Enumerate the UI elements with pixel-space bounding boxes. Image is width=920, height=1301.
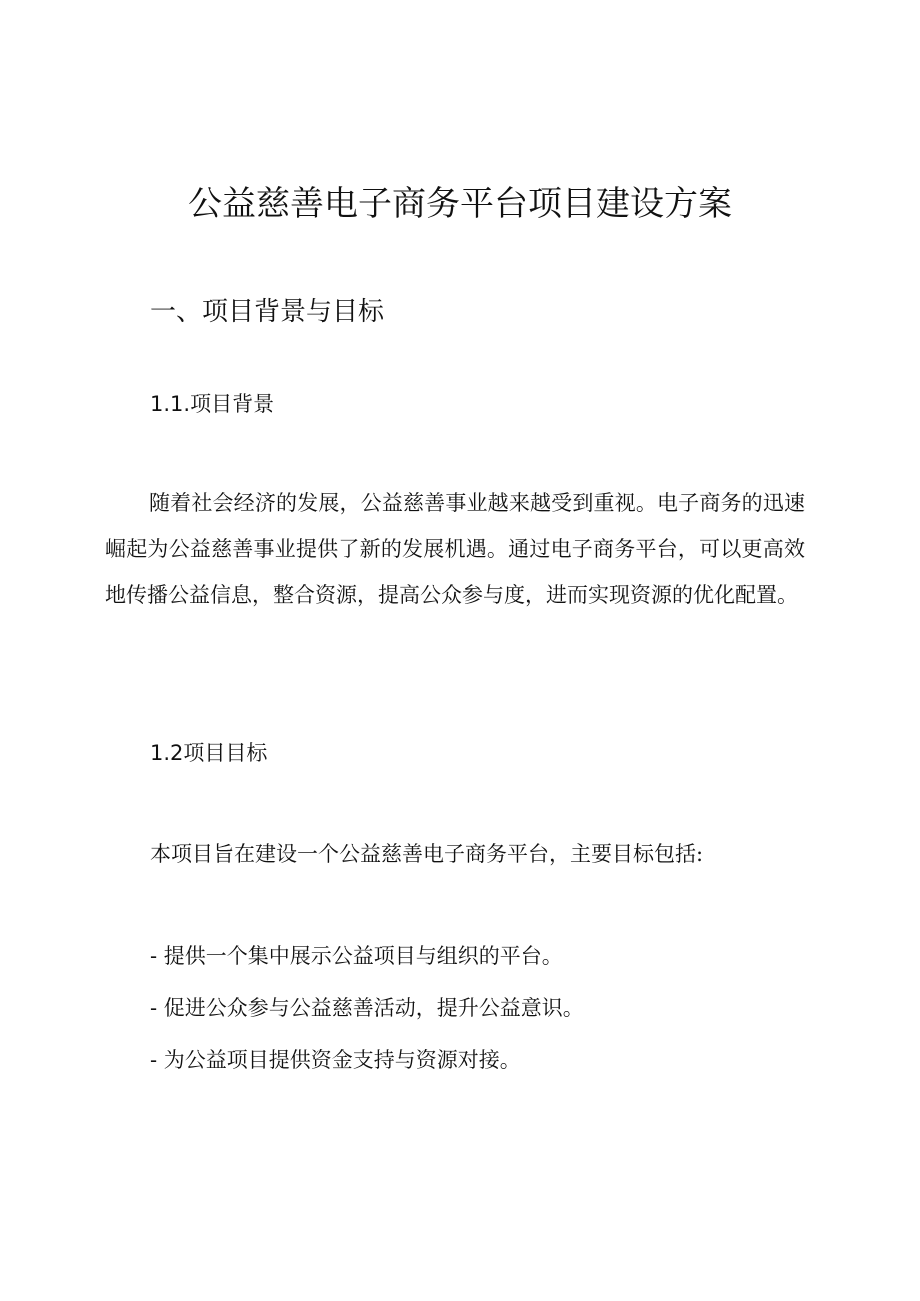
document-title: 公益慈善电子商务平台项目建设方案 xyxy=(188,184,732,224)
background-paragraph: 随着社会经济的发展，公益慈善事业越来越受到重视。电子商务的迅速崛起为公益慈善事业提供了新的发展机遇。通过电子商务平台，可以更高效地传播公益信息，整合资源，提高公众参与度，进而实现资源的优化配置。 xyxy=(105,491,805,607)
subsection-heading-background: 1.1.项目背景 xyxy=(150,392,275,416)
goals-intro: 本项目旨在建设一个公益慈善电子商务平台，主要目标包括: xyxy=(150,842,704,866)
section-heading-background-goals: 一、项目背景与目标 xyxy=(150,297,385,327)
goals-list xyxy=(150,930,584,1086)
goal-item: - 为公益项目提供资金支持与资源对接。 xyxy=(150,1048,521,1072)
goal-item: - 促进公众参与公益慈善活动，提升公益意识。 xyxy=(150,996,584,1020)
goal-item: - 提供一个集中展示公益项目与组织的平台。 xyxy=(150,944,563,968)
subsection-heading-goals: 1.2项目目标 xyxy=(150,741,268,765)
